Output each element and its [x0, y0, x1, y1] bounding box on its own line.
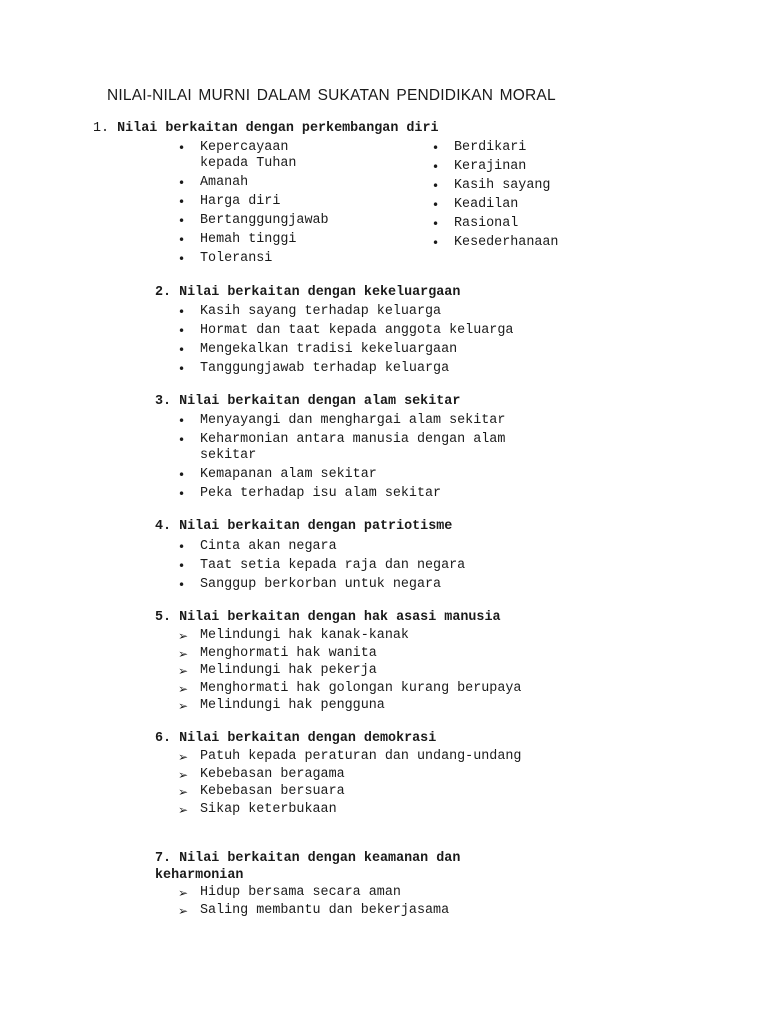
arrow-bullet-icon: ➢: [178, 767, 189, 782]
list-item: • Bertanggungjawab: [178, 213, 329, 228]
bullet-icon: •: [432, 198, 440, 212]
bullet-icon: •: [178, 195, 186, 209]
bullet-icon: •: [178, 487, 186, 501]
section-1-number: 1.: [93, 121, 118, 136]
bullet-icon: •: [178, 540, 186, 554]
arrow-bullet-icon: ➢: [178, 886, 189, 900]
section-3-list: [178, 413, 505, 505]
list-item: • Mengekalkan tradisi kekeluargaan: [178, 342, 458, 357]
section-5-list: [178, 628, 521, 716]
list-item: ➢ Patuh kepada peraturan dan undang-undang: [178, 749, 522, 764]
list-item: • Taat setia kepada raja dan negara: [178, 558, 466, 573]
list-item: • Toleransi: [178, 251, 273, 266]
arrow-bullet-icon: ➢: [178, 903, 189, 918]
section-1-title: Nilai berkaitan dengan perkembangan diri: [117, 121, 439, 136]
list-item: • Sanggup berkorban untuk negara: [178, 577, 442, 592]
arrow-bullet-icon: ➢: [178, 699, 189, 713]
list-item: ➢ Melindungi hak pekerja: [178, 663, 377, 678]
list-item: • Keharmonian antara manusia dengan alam sekitar: [178, 432, 506, 463]
bullet-icon: •: [178, 343, 186, 357]
arrow-bullet-icon: ➢: [178, 664, 189, 678]
bullet-icon: •: [178, 305, 186, 319]
bullet-icon: •: [178, 214, 186, 228]
arrow-bullet-icon: ➢: [178, 785, 189, 799]
arrow-bullet-icon: ➢: [178, 802, 189, 817]
bullet-icon: •: [432, 236, 440, 250]
list-item: • Kesederhanaan: [432, 235, 559, 250]
section-1-left-list: [178, 140, 329, 270]
bullet-icon: •: [178, 468, 186, 482]
bullet-icon: •: [432, 160, 440, 174]
list-item: • Hemah tinggi: [178, 232, 297, 247]
arrow-bullet-icon: ➢: [178, 681, 189, 696]
bullet-icon: •: [432, 217, 440, 231]
bullet-icon: •: [178, 433, 186, 447]
list-item: • Kemapanan alam sekitar: [178, 467, 377, 482]
bullet-icon: •: [178, 559, 186, 573]
list-item: • Harga diri: [178, 194, 281, 209]
list-item: • Tanggungjawab terhadap keluarga: [178, 361, 450, 376]
bullet-icon: •: [178, 324, 186, 338]
list-item: • Keadilan: [432, 197, 519, 212]
section-1-right-list: [432, 140, 558, 254]
bullet-icon: •: [178, 252, 186, 266]
list-item: • Kepercayaan kepada Tuhan: [178, 140, 297, 171]
list-item: • Kasih sayang: [432, 178, 551, 193]
list-item: • Amanah: [178, 175, 249, 190]
arrow-bullet-icon: ➢: [178, 629, 189, 643]
list-item: ➢ Menghormati hak golongan kurang berupaya: [178, 680, 522, 696]
list-item: ➢ Kebebasan bersuara: [178, 784, 345, 799]
arrow-bullet-icon: ➢: [178, 750, 189, 764]
bullet-icon: •: [178, 578, 186, 592]
section-6-list: [178, 749, 521, 819]
section-4-list: [178, 539, 465, 596]
bullet-icon: •: [178, 362, 186, 376]
list-item: ➢ Sikap keterbukaan: [178, 801, 337, 817]
section-2-list: [178, 304, 513, 380]
list-item: ➢ Menghormati hak wanita: [178, 645, 377, 661]
list-item: • Berdikari: [432, 140, 527, 155]
list-item: ➢ Kebebasan beragama: [178, 766, 345, 782]
page-title: NILAI-NILAI MURNI DALAM SUKATAN PENDIDIKAN MORAL: [107, 87, 556, 104]
list-item: ➢ Melindungi hak pengguna: [178, 698, 385, 713]
list-item: ➢ Melindungi hak kanak-kanak: [178, 628, 409, 643]
list-item: ➢ Hidup bersama secara aman: [178, 885, 401, 900]
section-3-heading: 3. Nilai berkaitan dengan alam sekitar: [155, 394, 461, 409]
section-1-heading: [93, 121, 439, 136]
arrow-bullet-icon: ➢: [178, 646, 189, 661]
bullet-icon: •: [432, 141, 440, 155]
bullet-icon: •: [432, 179, 440, 193]
bullet-icon: •: [178, 176, 186, 190]
list-item: • Hormat dan taat kepada anggota keluarga: [178, 323, 514, 338]
bullet-icon: •: [178, 233, 186, 247]
section-6-heading: 6. Nilai berkaitan dengan demokrasi: [155, 731, 437, 746]
bullet-icon: •: [178, 414, 186, 428]
list-item: • Rasional: [432, 216, 519, 231]
section-7-heading: 7. Nilai berkaitan dengan keamanan dan keharmonian: [155, 851, 461, 883]
section-4-heading: 4. Nilai berkaitan dengan patriotisme: [155, 519, 453, 534]
list-item: • Kasih sayang terhadap keluarga: [178, 304, 442, 319]
list-item: • Peka terhadap isu alam sekitar: [178, 486, 442, 501]
list-item: • Kerajinan: [432, 159, 527, 174]
section-7-list: [178, 885, 449, 920]
list-item: ➢ Saling membantu dan bekerjasama: [178, 902, 450, 918]
bullet-icon: •: [178, 141, 186, 155]
section-5-heading: 5. Nilai berkaitan dengan hak asasi manusia: [155, 610, 501, 625]
list-item: • Menyayangi dan menghargai alam sekitar: [178, 413, 506, 428]
section-2-heading: 2. Nilai berkaitan dengan kekeluargaan: [155, 285, 461, 300]
list-item: • Cinta akan negara: [178, 539, 337, 554]
